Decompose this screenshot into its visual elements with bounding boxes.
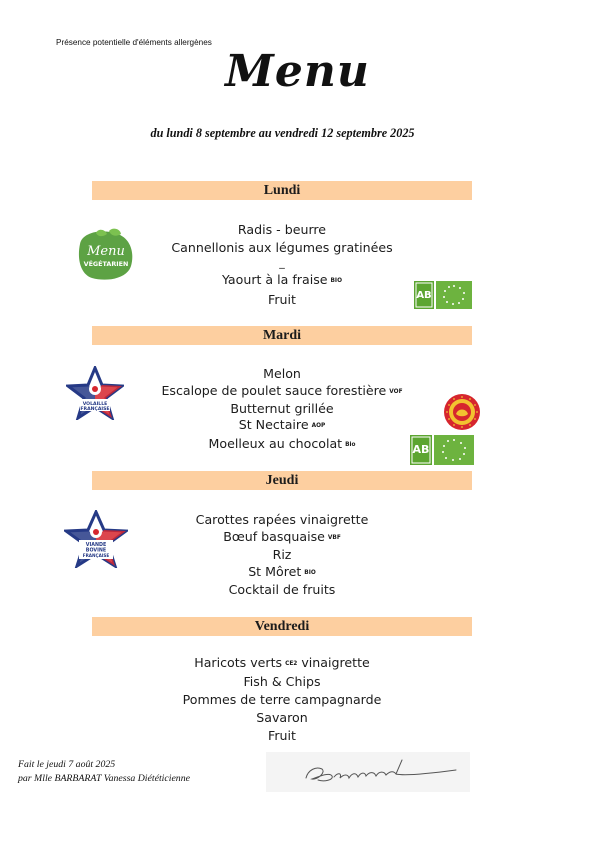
day-header-vendredi: Vendredi [92, 617, 472, 636]
dish-label-tag: Bio [345, 442, 356, 448]
dish-item: Escalope de poulet sauce forestière VOF [161, 383, 403, 398]
allergen-note: Présence potentielle d'éléments allergènes [56, 38, 212, 47]
dish-item: Yaourt à la fraise BIO [221, 272, 343, 287]
dish-item: Cocktail de fruits [228, 582, 336, 597]
dish-item: Bœuf basquaise VBF [223, 529, 341, 544]
volaille-badge-line1: VOLAILLE [82, 402, 108, 407]
dish-label-tag: AOP [311, 423, 326, 429]
dish-separator: _ [279, 256, 285, 269]
dish-item: Fruit [268, 292, 296, 307]
handwritten-signature [266, 752, 470, 792]
signature-text [18, 758, 190, 786]
viande-bovine-francaise-icon [64, 510, 128, 568]
dish-item: Moelleux au chocolat Bio [208, 436, 356, 451]
dish-label-tag: VOF [389, 389, 403, 395]
menu-title: Menu [225, 46, 370, 97]
viande-badge-line1: VIANDE [85, 543, 107, 548]
signature-author: par Mlle BARBARAT Vanessa Diététicienne [18, 773, 190, 784]
signature-date: Fait le jeudi 7 août 2025 [18, 759, 116, 770]
dish-item: St Môret BIO [248, 564, 316, 579]
viande-badge-line2: BOVINE [85, 548, 107, 554]
dish-item: Melon [263, 366, 301, 381]
organic-ab-text: AB [412, 443, 430, 456]
dish-item: Carottes rapées vinaigrette [195, 512, 369, 527]
dish-item: Pommes de terre campagnarde [182, 692, 382, 707]
viande-badge-line3: FRANÇAISE [82, 553, 110, 558]
day-header-lundi: Lundi [92, 181, 472, 200]
vegetarian-badge-line1: Menu [87, 244, 125, 259]
dish-item: Haricots verts CE2 vinaigrette [194, 655, 370, 670]
aop-seal-icon [443, 393, 481, 431]
dish-item: Fruit [268, 728, 296, 743]
dish-label-tag: CE2 [285, 661, 298, 667]
menu-period: du lundi 8 septembre au vendredi 12 septembre 2025 [150, 126, 415, 140]
dish-item: Savaron [256, 710, 308, 725]
dish-label-tag: VBF [327, 535, 341, 541]
organic-ab-text: AB [416, 290, 432, 301]
dish-label-tag: BIO [330, 278, 343, 284]
volaille-badge-line2: FRANÇAISE [80, 407, 110, 412]
vegetarian-badge-line2: VÉGÉTARIEN [83, 260, 129, 268]
vegetarian-menu-icon [76, 228, 136, 282]
volaille-francaise-icon [66, 366, 124, 420]
dish-item: St Nectaire AOP [238, 417, 326, 432]
day-header-jeudi: Jeudi [92, 471, 472, 490]
dish-item: Cannellonis aux légumes gratinées [171, 240, 393, 255]
day-header-mardi: Mardi [92, 326, 472, 345]
dish-item: Fish & Chips [243, 674, 321, 689]
dish-label-tag: BIO [304, 570, 316, 576]
dish-item: Butternut grillée [230, 401, 334, 416]
dish-item: Radis - beurre [237, 222, 327, 237]
dish-item: Riz [272, 547, 292, 562]
organic-ab-euro-leaf-icon [410, 435, 474, 465]
organic-ab-euro-leaf-icon [414, 281, 472, 309]
